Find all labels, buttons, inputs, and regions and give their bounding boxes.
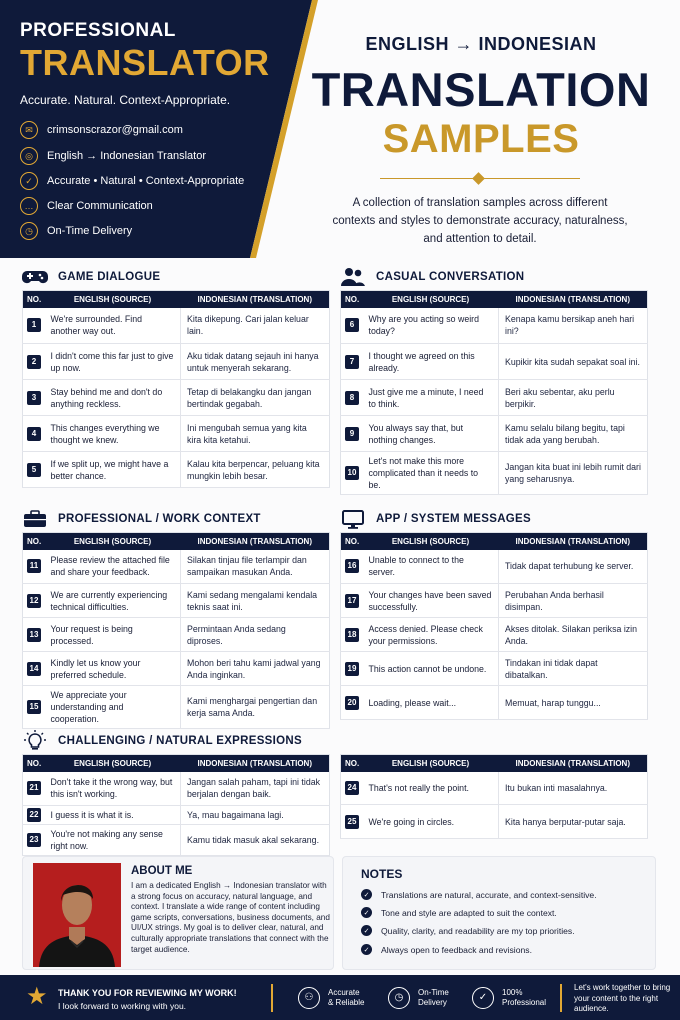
translation-text: Jangan salah paham, tapi ini tidak berjalan dengan baik. (181, 772, 330, 806)
row-number: 11 (27, 559, 41, 573)
clock-icon: ◷ (388, 987, 410, 1009)
row-number: 9 (345, 427, 359, 441)
section-casual-conversation (340, 264, 648, 495)
notes-card (342, 856, 656, 970)
source-text: You always say that, but nothing changes. (363, 416, 499, 452)
translation-text: Kupikir kita sudah sepakat soal ini. (499, 344, 648, 380)
note-item (361, 907, 651, 918)
footer-cta: Let's work together to bring your content to the right audience. (574, 983, 671, 1013)
source-text: Your changes have been saved successfully. (363, 584, 499, 618)
row-number: 14 (27, 662, 41, 676)
contact-text: crimsonscrazor@gmail.com (47, 124, 183, 136)
table-row (23, 825, 330, 856)
section-header (22, 728, 330, 754)
translation-table (22, 290, 330, 488)
section-challenging (22, 728, 330, 856)
chat-bubble-icon: … (20, 197, 38, 215)
section-header (22, 506, 330, 532)
row-number: 10 (345, 466, 359, 480)
table-row (341, 805, 648, 839)
brand-top: PROFESSIONAL (20, 20, 176, 41)
translation-text: Ini mengubah semua yang kita kira kita ketahui. (181, 416, 330, 452)
check-icon: ✓ (361, 889, 372, 900)
row-number: 23 (27, 833, 41, 847)
translation-text: Perubahan Anda berhasil disimpan. (499, 584, 648, 618)
footer-feature-professional (472, 986, 546, 1010)
footer-separator (560, 984, 562, 1012)
title-language-pair: ENGLISH → INDONESIAN (365, 34, 597, 54)
translation-text: Kamu selalu bilang begitu, tapi tidak ada yang berubah. (499, 416, 648, 452)
source-text: I didn't come this far just to give up now. (45, 344, 181, 380)
source-text: Just give me a minute, I need to think. (363, 380, 499, 416)
about-text: I am a dedicated English → Indonesian translator with a strong focus on accuracy, natural language, and context. I translate a wide range of content including game scripts, conversations, business documents, and UI/UX strings. My goal is to deliver clear, natural, and culturally appropriate translations that connect with the target audience. (131, 881, 330, 954)
table-row (341, 380, 648, 416)
section-header (340, 264, 648, 290)
globe-icon: ◎ (20, 147, 38, 165)
feature-line2: Delivery (418, 998, 447, 1007)
about-title: ABOUT ME (131, 865, 193, 877)
title-main: TRANSLATION (311, 63, 651, 116)
footer-feature-delivery (388, 986, 449, 1010)
translation-text: Kalau kita berpencar, peluang kita mungkin lebih besar. (181, 452, 330, 488)
section-header (22, 264, 330, 290)
translation-text: Kita dikepung. Cari jalan keluar lain. (181, 308, 330, 344)
row-number: 13 (27, 628, 41, 642)
source-text: This action cannot be undone. (363, 652, 499, 686)
translation-table (340, 532, 648, 720)
translation-text: Mohon beri tahu kami jadwal yang Anda inginkan. (181, 652, 330, 686)
section-professional (22, 506, 330, 729)
table-row (341, 416, 648, 452)
row-number: 4 (27, 427, 41, 441)
source-text: That's not really the point. (363, 772, 499, 805)
row-number: 19 (345, 662, 359, 676)
contact-text: Clear Communication (47, 200, 153, 212)
title-sub: SAMPLES (382, 117, 580, 161)
translation-table (340, 754, 648, 839)
people-icon (340, 267, 366, 287)
source-text: We appreciate your understanding and cooperation. (45, 686, 181, 729)
source-text: This changes everything we thought we knew. (45, 416, 181, 452)
translation-text: Kenapa kamu bersikap aneh hari ini? (499, 308, 648, 344)
source-text: Don't take it the wrong way, but this isn't working. (45, 772, 181, 806)
check-circle-icon: ✓ (20, 172, 38, 190)
translation-text: Aku tidak datang sejauh ini hanya untuk menyerah sekarang. (181, 344, 330, 380)
note-item (361, 889, 651, 900)
check-icon: ✓ (361, 944, 372, 955)
table-row (23, 686, 330, 729)
table-row (23, 380, 330, 416)
translation-text: Itu bukan inti masalahnya. (499, 772, 648, 805)
col-header-no: NO. (23, 291, 45, 308)
contact-delivery (20, 221, 250, 241)
row-number: 20 (345, 696, 359, 710)
row-number: 8 (345, 391, 359, 405)
footer (0, 975, 680, 1020)
translation-text: Beri aku sebentar, aku perlu berpikir. (499, 380, 648, 416)
monitor-icon (340, 509, 366, 529)
translation-text: Tidak dapat terhubung ke server. (499, 550, 648, 584)
col-header-target: INDONESIAN (TRANSLATION) (181, 291, 330, 308)
table-row (341, 584, 648, 618)
contact-email[interactable] (20, 120, 250, 140)
source-text: Your request is being processed. (45, 618, 181, 652)
translation-text: Kita hanya berputar-putar saja. (499, 805, 648, 839)
note-text: Quality, clarity, and readability are my top priorities. (381, 925, 575, 936)
row-number: 24 (345, 781, 359, 795)
star-icon: ★ (26, 983, 48, 1010)
col-header-target: INDONESIAN (TRANSLATION) (181, 755, 330, 772)
notes-title: NOTES (361, 867, 403, 881)
table-row (23, 550, 330, 584)
table-row (23, 344, 330, 380)
row-number: 16 (345, 559, 359, 573)
section-app-system (340, 506, 648, 720)
translation-table (340, 290, 648, 495)
row-number: 12 (27, 594, 41, 608)
section-challenging-continued (340, 754, 648, 839)
translation-text: Jangan kita buat ini lebih rumit dari yang seharusnya. (499, 452, 648, 495)
footer-separator (271, 984, 273, 1012)
col-header-source: ENGLISH (SOURCE) (363, 291, 499, 308)
note-item (361, 944, 651, 955)
lightbulb-icon (22, 731, 48, 751)
row-number: 7 (345, 355, 359, 369)
check-icon: ✓ (361, 907, 372, 918)
table-row (23, 452, 330, 488)
feature-line1: Accurate (328, 988, 360, 997)
translation-text: Tindakan ini tidak dapat dibatalkan. (499, 652, 648, 686)
contact-text: English → Indonesian Translator (47, 150, 206, 162)
col-header-source: ENGLISH (SOURCE) (45, 755, 181, 772)
table-row (23, 772, 330, 806)
feature-line1: On-Time (418, 988, 449, 997)
row-number: 22 (27, 808, 41, 822)
translation-text: Kami sedang mengalami kendala teknis saat ini. (181, 584, 330, 618)
footer-feature-accurate (298, 986, 364, 1010)
contact-text: On-Time Delivery (47, 225, 133, 237)
row-number: 25 (345, 815, 359, 829)
table-row (23, 416, 330, 452)
source-text: Why are you acting so weird today? (363, 308, 499, 344)
table-row (341, 308, 648, 344)
note-text: Tone and style are adapted to suit the context. (381, 907, 557, 918)
col-header-source: ENGLISH (SOURCE) (45, 291, 181, 308)
translation-text: Permintaan Anda sedang diproses. (181, 618, 330, 652)
email-icon: ✉ (20, 121, 38, 139)
about-me-card (22, 856, 334, 970)
table-row (23, 618, 330, 652)
clock-icon: ◷ (20, 222, 38, 240)
profile-photo (33, 863, 121, 967)
section-title: CASUAL CONVERSATION (376, 271, 525, 283)
table-row (23, 308, 330, 344)
source-text: We're going in circles. (363, 805, 499, 839)
feature-line2: Professional (502, 998, 547, 1007)
col-header-target: INDONESIAN (TRANSLATION) (499, 755, 648, 772)
contact-role (20, 146, 250, 166)
translation-text: Kamu tidak masuk akal sekarang. (181, 825, 330, 856)
brand-title: TRANSLATOR (20, 42, 270, 83)
briefcase-icon (22, 509, 48, 529)
section-game-dialogue (22, 264, 330, 488)
table-row (341, 452, 648, 495)
source-text: You're not making any sense right now. (45, 825, 181, 856)
source-text: Kindly let us know your preferred schedule. (45, 652, 181, 686)
source-text: I thought we agreed on this already. (363, 344, 499, 380)
row-number: 15 (27, 700, 41, 714)
table-row (341, 772, 648, 805)
footer-thanks: THANK YOU FOR REVIEWING MY WORK! (58, 988, 237, 998)
handshake-icon: ⚇ (298, 987, 320, 1009)
table-row (341, 652, 648, 686)
col-header-no: NO. (23, 755, 45, 772)
table-row (341, 344, 648, 380)
col-header-target: INDONESIAN (TRANSLATION) (181, 533, 330, 550)
source-text: Please review the attached file and share your feedback. (45, 550, 181, 584)
header (0, 0, 680, 258)
col-header-target: INDONESIAN (TRANSLATION) (499, 533, 648, 550)
table-row (23, 652, 330, 686)
table-row (341, 550, 648, 584)
source-text: Let's not make this more complicated than it needs to be. (363, 452, 499, 495)
section-title: APP / SYSTEM MESSAGES (376, 513, 531, 525)
translation-text: Ya, mau bagaimana lagi. (181, 806, 330, 825)
note-text: Translations are natural, accurate, and context-sensitive. (381, 889, 597, 900)
note-text: Always open to feedback and revisions. (381, 944, 532, 955)
source-text: Loading, please wait... (363, 686, 499, 720)
source-text: Unable to connect to the server. (363, 550, 499, 584)
translation-table (22, 754, 330, 856)
gamepad-icon (22, 267, 48, 287)
note-item (361, 925, 651, 936)
row-number: 2 (27, 355, 41, 369)
col-header-target: INDONESIAN (TRANSLATION) (499, 291, 648, 308)
source-text: Access denied. Please check your permissions. (363, 618, 499, 652)
source-text: We're surrounded. Find another way out. (45, 308, 181, 344)
col-header-no: NO. (341, 755, 363, 772)
col-header-source: ENGLISH (SOURCE) (363, 533, 499, 550)
brand-tagline: Accurate. Natural. Context-Appropriate. (20, 93, 231, 107)
table-row (341, 618, 648, 652)
contact-text: Accurate • Natural • Context-Appropriate (47, 175, 245, 187)
shield-check-icon: ✓ (472, 987, 494, 1009)
table-row (23, 806, 330, 825)
diamond-icon (472, 172, 485, 185)
section-title: CHALLENGING / NATURAL EXPRESSIONS (58, 735, 302, 747)
col-header-no: NO. (341, 533, 363, 550)
row-number: 1 (27, 318, 41, 332)
section-title: GAME DIALOGUE (58, 271, 161, 283)
source-text: Stay behind me and don't do anything reckless. (45, 380, 181, 416)
translation-text: Kami menghargai pengertian dan kerja sama Anda. (181, 686, 330, 729)
row-number: 17 (345, 594, 359, 608)
translation-text: Memuat, harap tunggu... (499, 686, 648, 720)
table-row (23, 584, 330, 618)
translation-text: Akses ditolak. Silakan periksa izin Anda. (499, 618, 648, 652)
row-number: 3 (27, 391, 41, 405)
translation-table (22, 532, 330, 729)
table-row (341, 686, 648, 720)
contact-qualities (20, 171, 250, 191)
row-number: 5 (27, 463, 41, 477)
source-text: If we split up, we might have a better chance. (45, 452, 181, 488)
row-number: 18 (345, 628, 359, 642)
contact-communication (20, 196, 250, 216)
col-header-source: ENGLISH (SOURCE) (363, 755, 499, 772)
footer-subtext: I look forward to working with you. (58, 1001, 187, 1011)
section-header (340, 506, 648, 532)
row-number: 21 (27, 781, 41, 795)
check-icon: ✓ (361, 925, 372, 936)
translation-text: Silakan tinjau file terlampir dan sampaikan masukan Anda. (181, 550, 330, 584)
source-text: We are currently experiencing technical difficulties. (45, 584, 181, 618)
feature-line2: & Reliable (328, 998, 365, 1007)
section-title: PROFESSIONAL / WORK CONTEXT (58, 513, 261, 525)
col-header-no: NO. (23, 533, 45, 550)
intro-text: A collection of translation samples across different contexts and styles to demonstrate accuracy, naturalness, and attention to detail. (332, 197, 628, 245)
source-text: I guess it is what it is. (45, 806, 181, 825)
col-header-source: ENGLISH (SOURCE) (45, 533, 181, 550)
translation-text: Tetap di belakangku dan jangan bertindak gegabah. (181, 380, 330, 416)
feature-line1: 100% (502, 988, 523, 997)
row-number: 6 (345, 318, 359, 332)
col-header-no: NO. (341, 291, 363, 308)
